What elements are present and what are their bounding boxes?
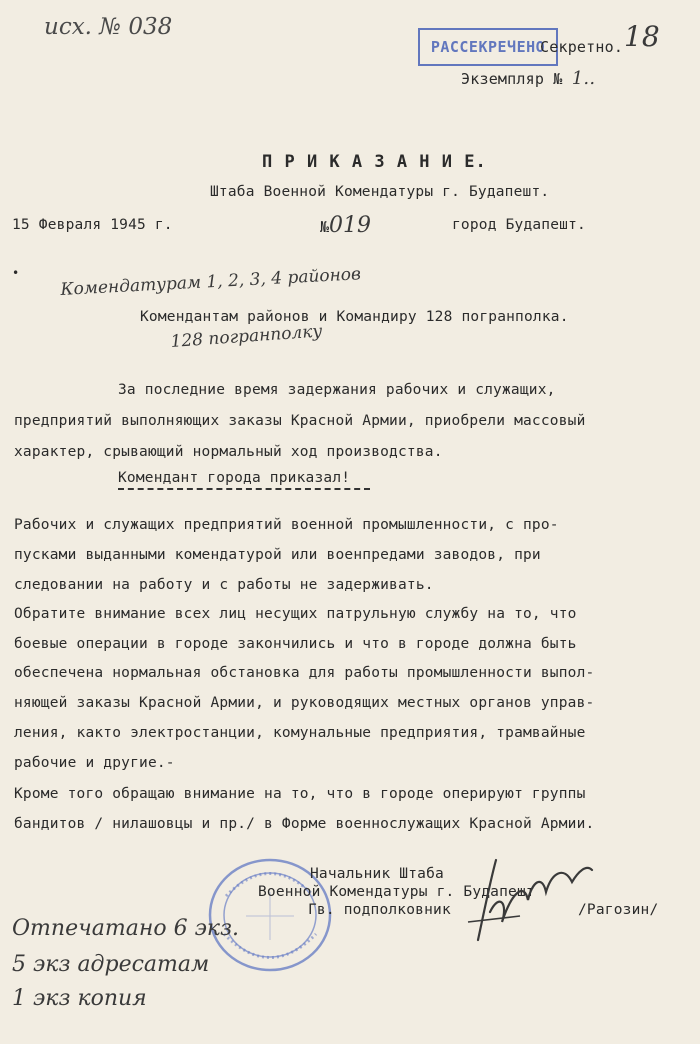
city-line: город Будапешт. [452,217,586,233]
signer-position-2: Военной Комендатуры г. Будапешт [258,884,535,900]
order-line-5: боевые операции в городе закончились и что в городе должна быть [14,636,577,652]
handwritten-note-1: Отпечатано 6 экз. [12,916,240,941]
addressee-typed: Комендантам районов и Командиру 128 погранполка. [140,309,569,325]
order-number-label: № [320,218,330,236]
signer-rank: Гв. подполковник [308,902,451,918]
intro-line-3: характер, срывающий нормальный ход производства. [14,444,443,460]
order-title: П Р И К А З А Н И Е. [262,152,487,172]
order-line-6: обеспечена нормальная обстановка для работы промышленности выпол- [14,665,595,681]
underline-dashes [118,488,370,490]
handwritten-addressee-2: 128 погранполку [170,321,323,352]
secret-label: Секретно. [540,38,624,56]
handwritten-note-2: 5 экз адресатам [12,952,210,977]
commandant-ordered: Комендант города приказал! [118,470,351,486]
signer-name: /Рагозин/ [578,902,659,918]
intro-line-1: За последние время задержания рабочих и служащих, [118,382,556,398]
copy-number: 1.. [571,68,596,89]
order-number-value: 019 [329,213,372,238]
issuer-line: Штаба Военной Комендатуры г. Будапешт. [210,184,550,200]
order-line-3: следовании на работу и с работы не задерживать. [14,577,434,593]
margin-dot: • [12,266,20,280]
order-date: 15 Февраля 1945 г. [12,217,173,233]
order-line-2: пусками выданными комендатурой или военпредами заводов, при [14,547,541,563]
intro-line-2: предприятий выполняющих заказы Красной Армии, приобрели массовый [14,413,586,429]
order-line-7: няющей заказы Красной Армии, и руководящих местных органов управ- [14,695,595,711]
signer-position-1: Начальник Штаба [310,866,444,882]
order-line-4: Обратите внимание всех лиц несущих патрульную службу на то, что [14,606,577,622]
order-line-8: ления, както электростанции, комунальные предприятия, трамвайные [14,725,586,741]
declassified-stamp: РАССЕКРЕЧЕНО [418,28,558,66]
handwritten-signature [460,852,600,952]
order-line-9: рабочие и другие.- [14,755,175,771]
handwritten-outgoing-number: исх. № 038 [44,14,173,40]
order-line-10: Кроме того обращаю внимание на то, что в городе оперируют группы [14,786,586,802]
handwritten-page-number: 18 [624,20,660,53]
order-line-11: бандитов / нилашовцы и пр./ в Форме военнослужащих Красной Армии. [14,816,595,832]
order-line-1: Рабочих и служащих предприятий военной промышленности, с про- [14,517,559,533]
handwritten-addressee-1: Комендатурам 1, 2, 3, 4 районов [60,264,362,300]
handwritten-note-3: 1 экз копия [12,986,147,1011]
copy-label: Экземпляр № [461,70,563,88]
